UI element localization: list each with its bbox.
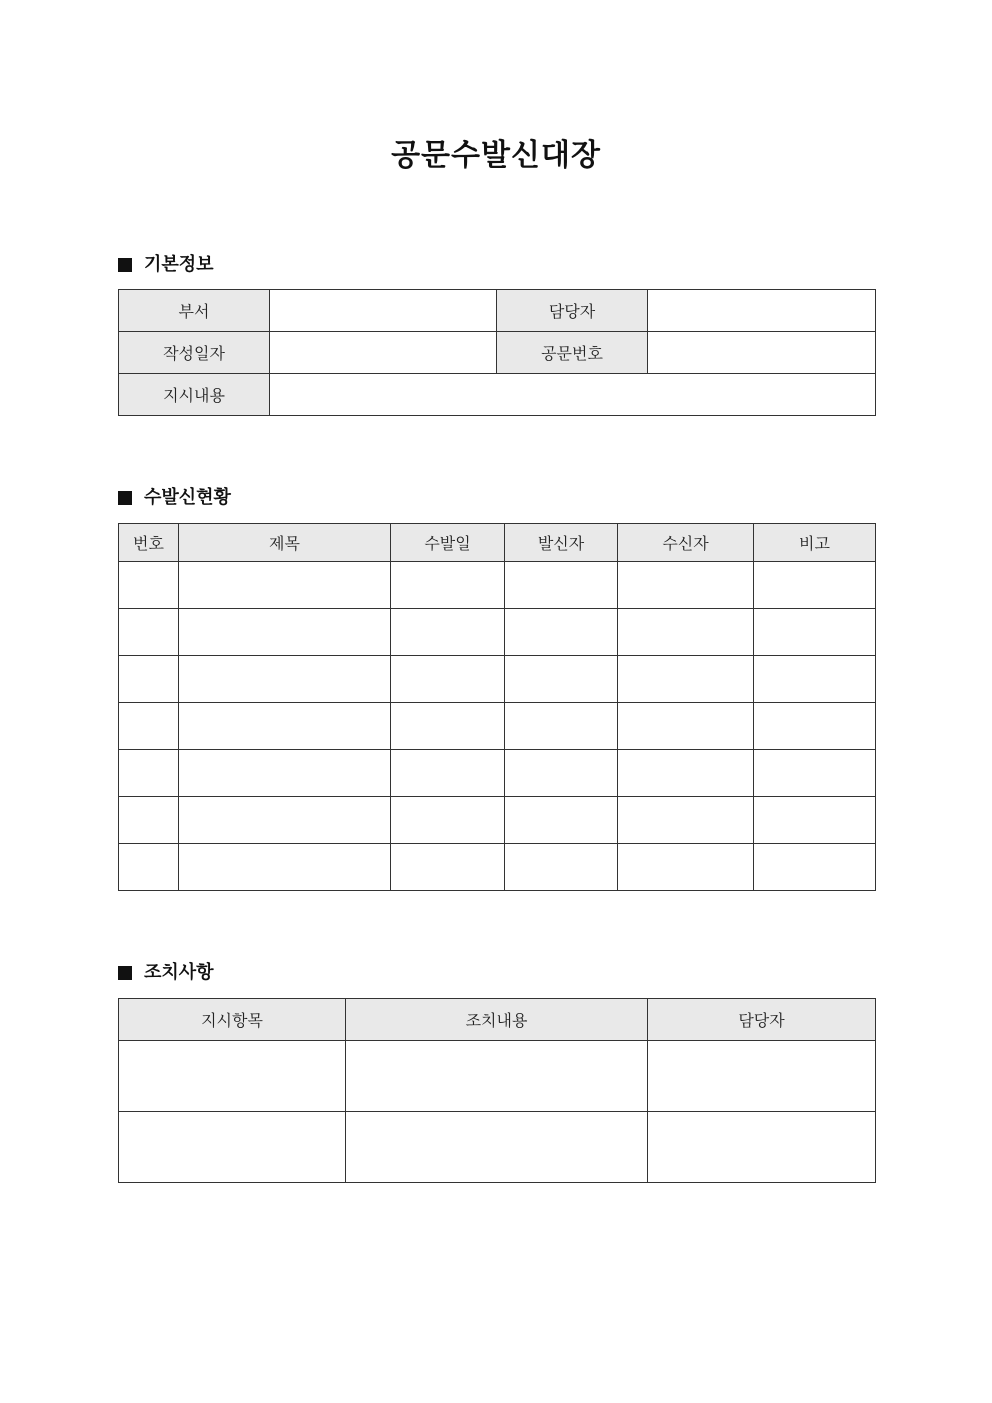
- cell-recipient[interactable]: [618, 797, 754, 844]
- column-header-manager: 담당자: [648, 999, 876, 1041]
- table-row: [119, 332, 876, 374]
- section-heading-ledger: [118, 486, 231, 510]
- cell-subject[interactable]: [179, 562, 391, 609]
- cell-sender[interactable]: [505, 562, 618, 609]
- cell-subject[interactable]: [179, 609, 391, 656]
- column-header-recipient: 수신자: [618, 524, 754, 562]
- cell-subject[interactable]: [179, 844, 391, 891]
- cell-remarks[interactable]: [754, 797, 876, 844]
- column-header-number: 번호: [119, 524, 179, 562]
- column-header-date: 수발일: [391, 524, 505, 562]
- date-field[interactable]: [270, 332, 497, 374]
- cell-subject[interactable]: [179, 797, 391, 844]
- actions-table: [118, 998, 876, 1183]
- cell-remarks[interactable]: [754, 562, 876, 609]
- cell-sender[interactable]: [505, 703, 618, 750]
- table-row: [119, 374, 876, 416]
- cell-remarks[interactable]: [754, 844, 876, 891]
- department-field[interactable]: [270, 290, 497, 332]
- table-row: [119, 1041, 876, 1112]
- cell-date[interactable]: [391, 656, 505, 703]
- manager-label: 담당자: [497, 290, 648, 332]
- table-row: [119, 703, 876, 750]
- cell-remarks[interactable]: [754, 750, 876, 797]
- section-heading-basic-info: [118, 253, 214, 277]
- cell-number[interactable]: [119, 703, 179, 750]
- column-header-instruction-item: 지시항목: [119, 999, 346, 1041]
- page-title: 공문수발신대장: [391, 138, 601, 173]
- cell-remarks[interactable]: [754, 656, 876, 703]
- cell-date[interactable]: [391, 703, 505, 750]
- cell-sender[interactable]: [505, 844, 618, 891]
- cell-date[interactable]: [391, 750, 505, 797]
- cell-number[interactable]: [119, 750, 179, 797]
- table-row: [119, 290, 876, 332]
- doc-number-label: 공문번호: [497, 332, 648, 374]
- square-bullet-icon: [118, 258, 132, 272]
- square-bullet-icon: [118, 491, 132, 505]
- cell-sender[interactable]: [505, 656, 618, 703]
- instruction-label: 지시내용: [119, 374, 270, 416]
- cell-subject[interactable]: [179, 703, 391, 750]
- cell-subject[interactable]: [179, 750, 391, 797]
- cell-number[interactable]: [119, 797, 179, 844]
- cell-instruction-item[interactable]: [119, 1112, 346, 1183]
- cell-date[interactable]: [391, 797, 505, 844]
- table-row: [119, 844, 876, 891]
- manager-field[interactable]: [648, 290, 876, 332]
- cell-subject[interactable]: [179, 656, 391, 703]
- table-row: [119, 1112, 876, 1183]
- square-bullet-icon: [118, 966, 132, 980]
- cell-recipient[interactable]: [618, 750, 754, 797]
- column-header-remarks: 비고: [754, 524, 876, 562]
- cell-manager[interactable]: [648, 1112, 876, 1183]
- cell-recipient[interactable]: [618, 609, 754, 656]
- cell-date[interactable]: [391, 844, 505, 891]
- section-heading-label: 기본정보: [144, 254, 214, 275]
- instruction-field[interactable]: [270, 374, 876, 416]
- cell-remarks[interactable]: [754, 703, 876, 750]
- department-label: 부서: [119, 290, 270, 332]
- table-row: [119, 750, 876, 797]
- cell-manager[interactable]: [648, 1041, 876, 1112]
- cell-date[interactable]: [391, 609, 505, 656]
- cell-recipient[interactable]: [618, 562, 754, 609]
- cell-recipient[interactable]: [618, 703, 754, 750]
- date-label: 작성일자: [119, 332, 270, 374]
- column-header-action-content: 조치내용: [346, 999, 648, 1041]
- cell-recipient[interactable]: [618, 844, 754, 891]
- column-header-sender: 발신자: [505, 524, 618, 562]
- doc-number-field[interactable]: [648, 332, 876, 374]
- cell-sender[interactable]: [505, 609, 618, 656]
- cell-number[interactable]: [119, 562, 179, 609]
- table-row: [119, 797, 876, 844]
- table-row: [119, 562, 876, 609]
- cell-number[interactable]: [119, 656, 179, 703]
- cell-number[interactable]: [119, 609, 179, 656]
- table-header-row: [119, 524, 876, 562]
- ledger-table: [118, 523, 876, 891]
- column-header-subject: 제목: [179, 524, 391, 562]
- table-row: [119, 656, 876, 703]
- section-heading-actions: [118, 961, 214, 985]
- cell-remarks[interactable]: [754, 609, 876, 656]
- cell-sender[interactable]: [505, 750, 618, 797]
- cell-date[interactable]: [391, 562, 505, 609]
- table-row: [119, 609, 876, 656]
- cell-sender[interactable]: [505, 797, 618, 844]
- cell-recipient[interactable]: [618, 656, 754, 703]
- cell-action-content[interactable]: [346, 1041, 648, 1112]
- cell-instruction-item[interactable]: [119, 1041, 346, 1112]
- section-heading-label: 수발신현황: [144, 487, 231, 508]
- table-header-row: [119, 999, 876, 1041]
- basic-info-table: [118, 289, 876, 416]
- section-heading-label: 조치사항: [144, 962, 214, 983]
- cell-number[interactable]: [119, 844, 179, 891]
- cell-action-content[interactable]: [346, 1112, 648, 1183]
